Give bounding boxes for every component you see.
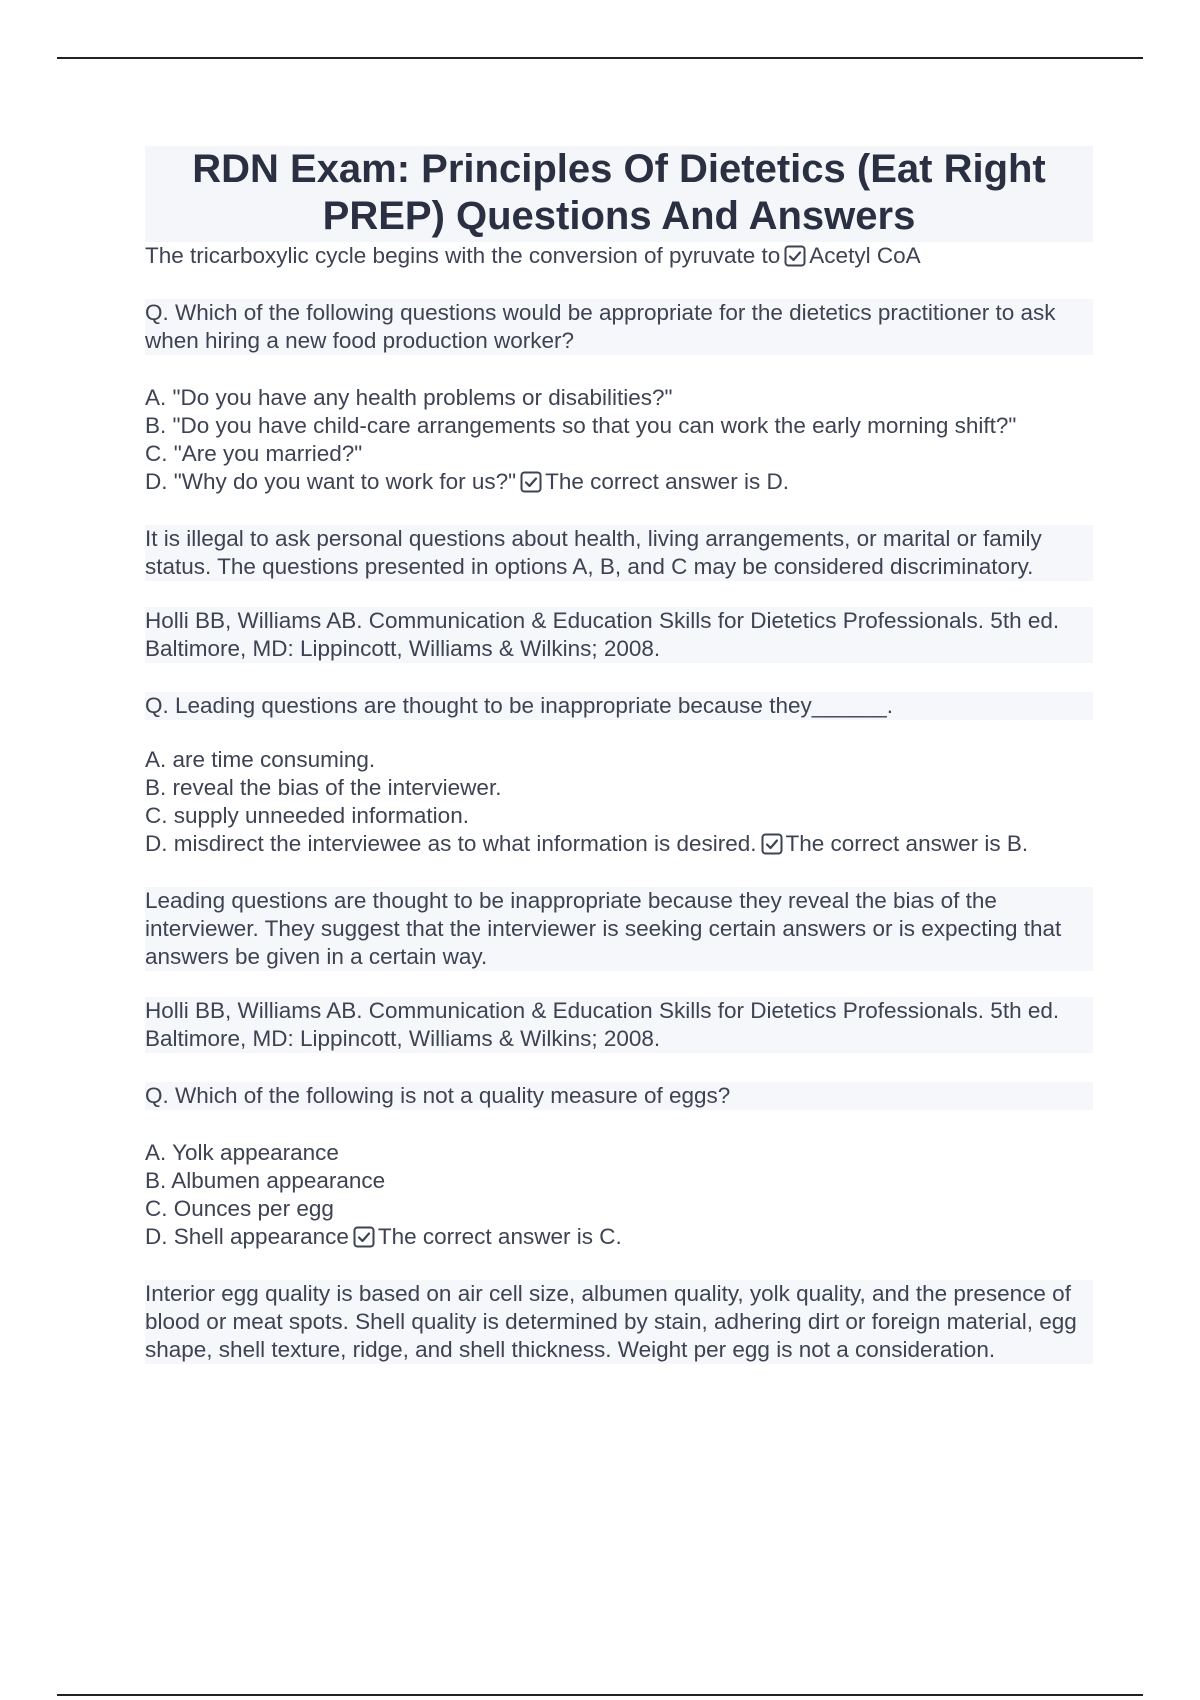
q1-option-b: B. "Do you have child-care arrangements so that you can work the early morning shift?" — [145, 413, 1017, 438]
q2-answer: The correct answer is B. — [785, 831, 1029, 856]
q3-question: Q. Which of the following is not a quality measure of eggs? — [145, 1082, 1093, 1110]
q2-option-b: B. reveal the bias of the interviewer. — [145, 775, 502, 800]
checkbox-checked-icon — [353, 1226, 375, 1248]
q3-option-c: C. Ounces per egg — [145, 1196, 334, 1221]
q2-reference: Holli BB, Williams AB. Communication & Education Skills for Dietetics Professionals. 5th ed. Baltimore, MD: Lippincott, Williams & Wilkins; 2008. — [145, 997, 1093, 1053]
checkbox-checked-icon — [761, 833, 783, 855]
q3-option-d-line — [145, 1223, 1093, 1251]
checkbox-checked-icon — [784, 245, 806, 267]
q2-option-d: D. misdirect the interviewee as to what information is desired. — [145, 831, 757, 856]
intro-question-text: The tricarboxylic cycle begins with the conversion of pyruvate to — [145, 243, 781, 268]
intro-question — [145, 242, 1093, 270]
q1-question: Q. Which of the following questions would be appropriate for the dietetics practitioner to ask when hiring a new food production worker? — [145, 299, 1093, 355]
q2-explanation: Leading questions are thought to be inappropriate because they reveal the bias of the interviewer. They suggest that the interviewer is seeking certain answers or is expecting that answers be given in a certain way. — [145, 887, 1093, 971]
q1-reference: Holli BB, Williams AB. Communication & Education Skills for Dietetics Professionals. 5th ed. Baltimore, MD: Lippincott, Williams & Wilkins; 2008. — [145, 607, 1093, 663]
q1-option-a: A. "Do you have any health problems or disabilities?" — [145, 385, 673, 410]
q3-option-a: A. Yolk appearance — [145, 1140, 339, 1165]
q1-explanation: It is illegal to ask personal questions about health, living arrangements, or marital or family status. The questions presented in options A, B, and C may be considered discriminatory. — [145, 525, 1093, 581]
top-rule — [57, 57, 1143, 59]
checkbox-checked-icon — [520, 471, 542, 493]
q3-option-d: D. Shell appearance — [145, 1224, 349, 1249]
intro-answer: Acetyl CoA — [809, 243, 921, 268]
bottom-rule — [57, 1694, 1143, 1696]
q3-explanation: Interior egg quality is based on air cell size, albumen quality, yolk quality, and the presence of blood or meat spots. Shell quality is determined by stain, adhering dirt or foreign material, egg shape, shell texture, ridge, and shell thickness. Weight per egg is not a consideration. — [145, 1280, 1093, 1364]
q2-option-a: A. are time consuming. — [145, 747, 376, 772]
q3-answer: The correct answer is C. — [377, 1224, 622, 1249]
q2-option-d-line — [145, 830, 1093, 858]
q3-option-b: B. Albumen appearance — [145, 1168, 386, 1193]
q1-option-d-line — [145, 468, 1093, 496]
q1-option-d: D. "Why do you want to work for us?" — [145, 469, 517, 494]
title-block — [145, 146, 1093, 242]
q2-question: Q. Leading questions are thought to be inappropriate because they______. — [145, 692, 1093, 720]
document-body — [145, 146, 1093, 1364]
q1-option-c: C. "Are you married?" — [145, 441, 363, 466]
document-title: RDN Exam: Principles Of Dietetics (Eat Right PREP) Questions And Answers — [192, 147, 1046, 238]
q2-option-c: C. supply unneeded information. — [145, 803, 469, 828]
q1-answer: The correct answer is D. — [545, 469, 789, 494]
